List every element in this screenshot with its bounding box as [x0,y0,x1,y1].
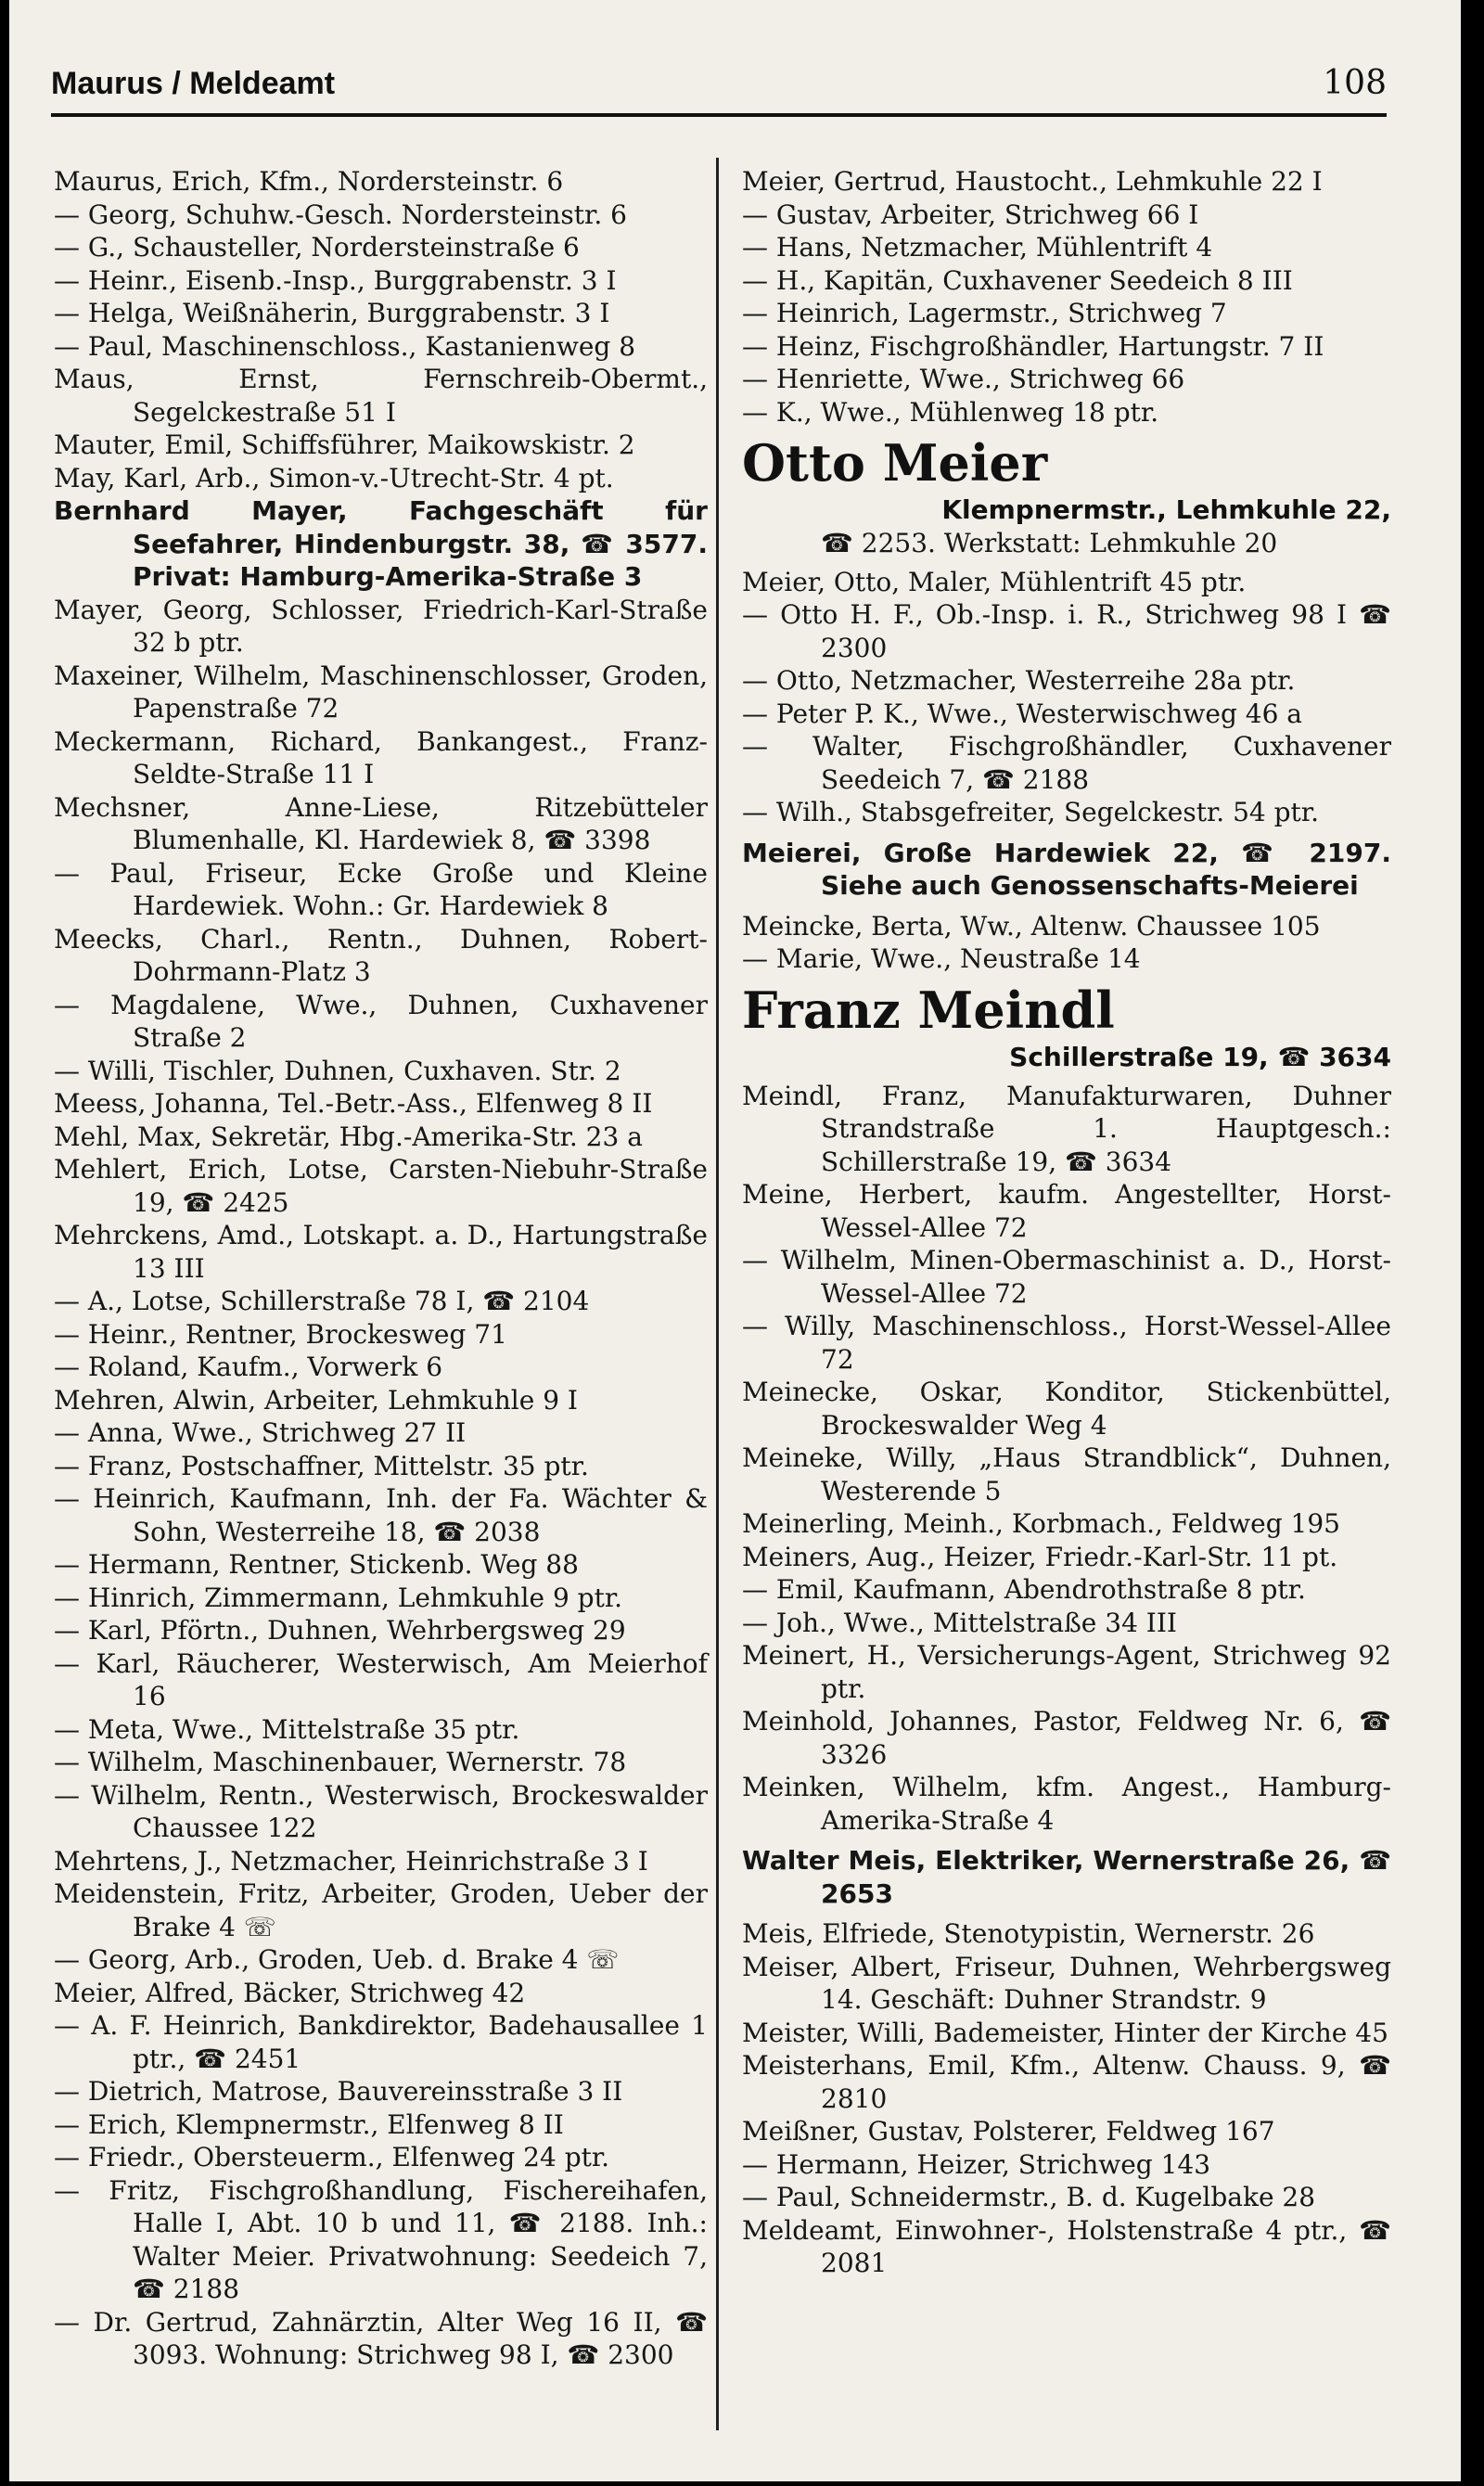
list-item: — Paul, Maschinenschloss., Kastanienweg 8 [54,330,636,362]
list-item: Mehlert, Erich, Lotse, Carsten-Niebuhr-Straße 19, ☎ 2425 [54,1154,708,1218]
list-item: Meldeamt, Einwohner-, Holstenstraße 4 ptr., ☎ 2081 [742,2214,1391,2278]
list-item: Meidenstein, Fritz, Arbeiter, Groden, Ueber der Brake 4 ☏ [54,1878,708,1942]
list-item: Meister, Willi, Bademeister, Hinter der Kirche 45 [742,2017,1388,2048]
ad-franz-meindl-address: Schillerstraße 19, ☎ 3634 [1009,1041,1391,1072]
list-item: Meier, Otto, Maler, Mühlentrift 45 ptr. [742,566,1247,597]
list-item: — Fritz, Fischgroßhandlung, Fischereihafen, Halle I, Abt. 10 b und 11, ☎ 2188. Inh.: Walter Meier. Privatwohnung: Seedeich 7, ☎ 2188 [54,2174,708,2304]
directory-page [9,0,1461,2481]
list-item: Meis, Elfriede, Stenotypistin, Wernerstr. 26 [742,1918,1315,1949]
list-item: — G., Schausteller, Nordersteinstraße 6 [54,232,580,263]
list-item: Mehrckens, Amd., Lotskapt. a. D., Hartungstraße 13 III [54,1220,708,1284]
list-item: — Peter P. K., Wwe., Westerwischweg 46 a [742,698,1302,729]
list-item: — Hans, Netzmacher, Mühlentrift 4 [742,232,1213,263]
list-item: — Friedr., Obersteuerm., Elfenweg 24 ptr. [54,2142,610,2172]
advertisement-entry: Bernhard Mayer, Fachgeschäft für Seefahrer, Hindenburgstr. 38, ☎ 3577. Privat: Hamburg-Amerika-Straße 3 [54,495,708,592]
list-item: Mehrtens, J., Netzmacher, Heinrichstraße 3 I [54,1845,648,1877]
list-item: — Helga, Weißnäherin, Burggrabenstr. 3 I [54,298,610,328]
ad-otto-meier-address: Klempnermstr., Lehmkuhle 22, [941,494,1391,525]
list-item: — Walter, Fischgroßhändler, Cuxhavener Seedeich 7, ☎ 2188 [742,731,1391,795]
list-item: — Otto H. F., Ob.-Insp. i. R., Strichweg 98 I ☎ 2300 [742,599,1391,663]
list-item: — Paul, Friseur, Ecke Große und Kleine Hardewiek. Wohn.: Gr. Hardewiek 8 [54,857,708,921]
list-item: — Heinr., Rentner, Brockesweg 71 [54,1318,507,1350]
list-item: — Georg, Schuhw.-Gesch. Nordersteinstr. 6 [54,199,627,230]
list-item: — Heinz, Fischgroßhändler, Hartungstr. 7 II [742,330,1324,362]
list-item: Meiners, Aug., Heizer, Friedr.-Karl-Str. 11 pt. [742,1541,1338,1572]
list-item: — Wilhelm, Maschinenbauer, Wernerstr. 78 [54,1747,627,1777]
list-item: — Paul, Schneidermstr., B. d. Kugelbake 28 [742,2182,1316,2212]
list-item: — Wilhelm, Rentn., Westerwisch, Brockeswalder Chaussee 122 [54,1779,708,1843]
list-item: — Georg, Arb., Groden, Ueb. d. Brake 4 ☏ [54,1944,620,1975]
list-item: — Karl, Pförtn., Duhnen, Wehrbergsweg 29 [54,1615,626,1646]
advertisement-entry: Walter Meis, Elektriker, Wernerstraße 26, ☎ 2653 [742,1845,1391,1909]
list-item: — Wilh., Stabsgefreiter, Segelckestr. 54 ptr. [742,797,1320,827]
list-item: — Gustav, Arbeiter, Strichweg 66 I [742,199,1199,230]
list-item: Meier, Alfred, Bäcker, Strichweg 42 [54,1977,526,2008]
list-item: Meinert, H., Versicherungs-Agent, Strichweg 92 ptr. [742,1640,1391,1704]
page-number: 108 [1323,64,1387,102]
list-item: — Heinrich, Kaufmann, Inh. der Fa. Wächter & Sohn, Westerreihe 18, ☎ 2038 [54,1483,708,1547]
list-item: — Heinrich, Lagermstr., Strichweg 7 [742,298,1227,328]
list-item: Meine, Herbert, kaufm. Angestellter, Horst-Wessel-Allee 72 [742,1179,1391,1243]
list-item: — Hermann, Rentner, Stickenb. Weg 88 [54,1549,579,1580]
advertisement-entry: Meierei, Große Hardewiek 22, ☎ 2197. Siehe auch Genossenschafts-Meierei [742,837,1391,901]
ad-otto-meier-phone: ☎ 2253. Werkstatt: Lehmkuhle 20 [821,528,1278,558]
page-header [51,48,1387,117]
list-item: Meinken, Wilhelm, kfm. Angest., Hamburg-Amerika-Straße 4 [742,1772,1391,1836]
list-item: — Marie, Wwe., Neustraße 14 [742,943,1141,974]
list-item: — A. F. Heinrich, Bankdirektor, Badehausallee 1 ptr., ☎ 2451 [54,2010,708,2074]
list-item: — Hinrich, Zimmermann, Lehmkuhle 9 ptr. [54,1582,623,1613]
list-item: — Dr. Gertrud, Zahnärztin, Alter Weg 16 II, ☎ 3093. Wohnung: Strichweg 98 I, ☎ 2300 [54,2306,708,2370]
list-item: — A., Lotse, Schillerstraße 78 I, ☎ 2104 [54,1286,590,1316]
list-item: Mehl, Max, Sekretär, Hbg.-Amerika-Str. 23 a [54,1121,643,1152]
list-item: Mechsner, Anne-Liese, Ritzebütteler Blumenhalle, Kl. Hardewiek 8, ☎ 3398 [54,791,708,855]
list-item: Meiser, Albert, Friseur, Duhnen, Wehrbergsweg 14. Geschäft: Duhner Strandstr. 9 [742,1951,1391,2015]
list-item: Mauter, Emil, Schiffsführer, Maikowskistr. 2 [54,429,635,460]
list-item: Maus, Ernst, Fernschreib-Obermt., Segelckestraße 51 I [54,364,708,428]
list-item: Maurus, Erich, Kfm., Nordersteinstr. 6 [54,166,564,197]
list-item: — Erich, Klempnermstr., Elfenweg 8 II [54,2108,564,2140]
list-item: Meindl, Franz, Manufakturwaren, Duhner Strandstraße 1. Hauptgesch.: Schillerstraße 19, ☎ 3634 [742,1080,1391,1177]
list-item: Meckermann, Richard, Bankangest., Franz-Seldte-Straße 11 I [54,725,708,789]
list-item: Meisterhans, Emil, Kfm., Altenw. Chauss. 9, ☎ 2810 [742,2050,1391,2114]
list-item: — H., Kapitän, Cuxhavener Seedeich 8 III [742,264,1293,296]
list-item: Mayer, Georg, Schlosser, Friedrich-Karl-Straße 32 b ptr. [54,594,708,658]
list-item: — Anna, Wwe., Strichweg 27 II [54,1417,467,1448]
list-item: Meinhold, Johannes, Pastor, Feldweg Nr. 6, ☎ 3326 [742,1706,1391,1770]
list-item: — K., Wwe., Mühlenweg 18 ptr. [742,396,1159,428]
list-item: Meinecke, Oskar, Konditor, Stickenbüttel, Brockeswalder Weg 4 [742,1377,1391,1441]
list-item: Meecks, Charl., Rentn., Duhnen, Robert-Dohrmann-Platz 3 [54,923,708,987]
list-item: — Magdalene, Wwe., Duhnen, Cuxhavener Straße 2 [54,989,708,1053]
list-item: Meess, Johanna, Tel.-Betr.-Ass., Elfenweg 8 II [54,1088,653,1119]
ad-otto-meier [742,432,1391,560]
column-divider [716,158,719,2430]
list-item: — Henriette, Wwe., Strichweg 66 [742,364,1185,394]
list-item: Maxeiner, Wilhelm, Maschinenschlosser, Groden, Papenstraße 72 [54,660,708,724]
list-item: — Willi, Tischler, Duhnen, Cuxhaven. Str. 2 [54,1055,621,1086]
list-item: — Meta, Wwe., Mittelstraße 35 ptr. [54,1713,520,1745]
list-item: May, Karl, Arb., Simon-v.-Utrecht-Str. 4 pt. [54,462,614,493]
list-item: — Roland, Kaufm., Vorwerk 6 [54,1352,443,1382]
ad-franz-meindl-name: Franz Meindl [742,980,1115,1040]
ad-otto-meier-name: Otto Meier [742,433,1048,493]
ad-franz-meindl [742,980,1391,1074]
list-item: — Dietrich, Matrose, Bauvereinsstraße 3 II [54,2076,623,2107]
list-item: — Hermann, Heizer, Strichweg 143 [742,2148,1211,2180]
list-item: — Wilhelm, Minen-Obermaschinist a. D., Horst-Wessel-Allee 72 [742,1245,1391,1309]
list-item: Meinerling, Meinh., Korbmach., Feldweg 195 [742,1508,1340,1539]
list-item: — Karl, Räucherer, Westerwisch, Am Meierhof 16 [54,1647,708,1711]
list-item: — Otto, Netzmacher, Westerreihe 28a ptr. [742,665,1296,696]
running-head: Maurus / Meldeamt [51,66,336,101]
list-item: Meißner, Gustav, Polsterer, Feldweg 167 [742,2116,1275,2146]
list-item: Meier, Gertrud, Haustocht., Lehmkuhle 22 I [742,166,1323,197]
list-item: — Heinr., Eisenb.-Insp., Burggrabenstr. 3 I [54,264,617,296]
list-item: — Franz, Postschaffner, Mittelstr. 35 ptr. [54,1450,589,1481]
list-item: Mehren, Alwin, Arbeiter, Lehmkuhle 9 I [54,1384,578,1416]
list-item: — Willy, Maschinenschloss., Horst-Wessel-Allee 72 [742,1311,1391,1375]
right-column [742,165,1391,2280]
list-item: — Emil, Kaufmann, Abendrothstraße 8 ptr. [742,1574,1306,1605]
left-column [54,165,708,2372]
list-item: Meineke, Willy, „Haus Strandblick“, Duhnen, Westerende 5 [742,1442,1391,1506]
list-item: — Joh., Wwe., Mittelstraße 34 III [742,1607,1177,1638]
list-item: Meincke, Berta, Ww., Altenw. Chaussee 105 [742,910,1321,942]
